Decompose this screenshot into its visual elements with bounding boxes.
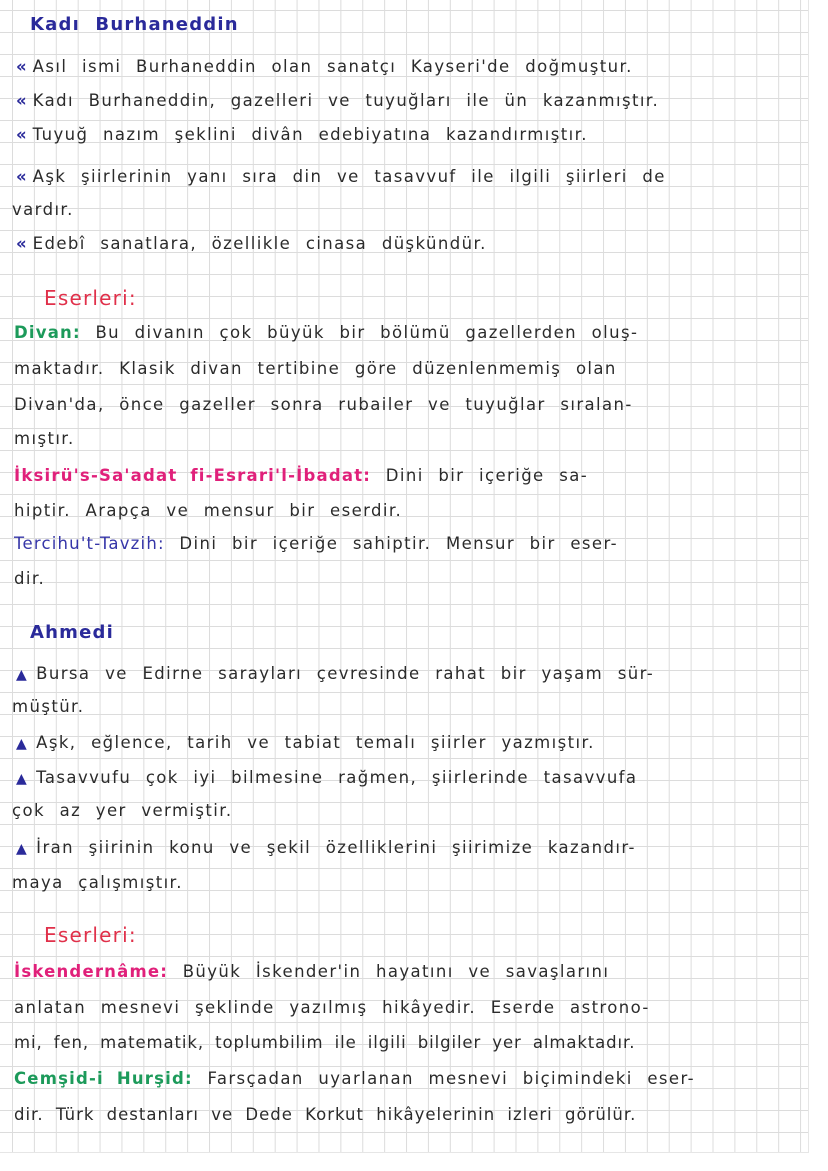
bullet-continuation: maya çalışmıştır. [12, 873, 183, 892]
work-label: İskendernâme: [14, 962, 169, 981]
work-text-line: maktadır. Klasik divan tertibine göre düzenlenmemiş olan [14, 359, 617, 378]
work-label: İksirü's-Sa'adat fi-Esrari'l-İbadat: [14, 466, 372, 485]
bullet-continuation: çok az yer vermiştir. [12, 801, 233, 820]
bullet-item: ▲ Aşk, eğlence, tarih ve tabiat temalı şiirler yazmıştır. [16, 733, 595, 752]
bullet-item: ▲ İran şiirinin konu ve şekil özelliklerini şiirimize kazandır- [16, 838, 636, 857]
triangle-bullet-icon: ▲ [16, 841, 29, 857]
section-title-ahmedi: Ahmedi [30, 622, 114, 643]
double-chevron-bullet-icon: « [16, 57, 25, 76]
bullet-item: « Tuyuğ nazım şeklini divân edebiyatına kazandırmıştır. [16, 125, 588, 144]
bullet-item: « Aşk şiirlerinin yanı sıra din ve tasavvuf ile ilgili şiirleri de [16, 167, 666, 186]
double-chevron-bullet-icon: « [16, 125, 25, 144]
double-chevron-bullet-icon: « [16, 167, 25, 186]
work-label: Cemşid-i Hurşid: [14, 1069, 193, 1088]
triangle-bullet-icon: ▲ [16, 771, 29, 787]
bullet-item: ▲ Tasavvufu çok iyi bilmesine rağmen, şiirlerinde tasavvufa [16, 768, 638, 787]
bullet-continuation: vardır. [12, 200, 74, 219]
work-entry-tercihu-t-tavzih: Tercihu't-Tavzih: Dini bir içeriğe sahiptir. Mensur bir eser- [14, 534, 618, 553]
work-text-line: hiptir. Arapça ve mensur bir eserdir. [14, 501, 403, 520]
work-text-line: anlatan mesnevi şeklinde yazılmış hikâyedir. Eserde astrono- [14, 998, 650, 1017]
double-chevron-bullet-icon: « [16, 91, 25, 110]
works-heading: Eserleri: [44, 923, 137, 947]
bullet-item: « Kadı Burhaneddin, gazelleri ve tuyuğları ile ün kazanmıştır. [16, 91, 660, 110]
bullet-continuation: müştür. [12, 697, 85, 716]
work-entry-iskendername: İskendernâme: Büyük İskender'in hayatını ve savaşlarını [14, 962, 610, 981]
work-text-line: mıştır. [14, 429, 75, 448]
work-entry-divan: Divan: Bu divanın çok büyük bir bölümü gazellerden oluş- [14, 323, 639, 342]
work-text-line: Divan'da, önce gazeller sonra rubailer ve tuyuğlar sıralan- [14, 395, 633, 414]
bullet-item: « Edebî sanatlara, özellikle cinasa düşkündür. [16, 234, 487, 253]
section-title-kadi-burhaneddin: Kadı Burhaneddin [30, 14, 239, 35]
work-entry-cemsid-i-hursid: Cemşid-i Hurşid: Farsçadan uyarlanan mesnevi biçimindeki eser- [14, 1069, 695, 1088]
work-entry-iksiru-s-saadat: İksirü's-Sa'adat fi-Esrari'l-İbadat: Dini bir içeriğe sa- [14, 466, 589, 485]
work-text-line: mi, fen, matematik, toplumbilim ile ilgili bilgiler yer almaktadır. [14, 1033, 636, 1052]
work-label: Tercihu't-Tavzih: [14, 534, 165, 553]
bullet-item: « Asıl ismi Burhaneddin olan sanatçı Kayseri'de doğmuştur. [16, 57, 633, 76]
triangle-bullet-icon: ▲ [16, 736, 29, 752]
work-text-line: dir. Türk destanları ve Dede Korkut hikâyelerinin izleri görülür. [14, 1105, 637, 1124]
bullet-item: ▲ Bursa ve Edirne sarayları çevresinde rahat bir yaşam sür- [16, 664, 655, 683]
works-heading: Eserleri: [44, 286, 137, 310]
work-label: Divan: [14, 323, 81, 342]
work-text-line: dir. [14, 569, 46, 588]
double-chevron-bullet-icon: « [16, 234, 25, 253]
triangle-bullet-icon: ▲ [16, 667, 29, 683]
